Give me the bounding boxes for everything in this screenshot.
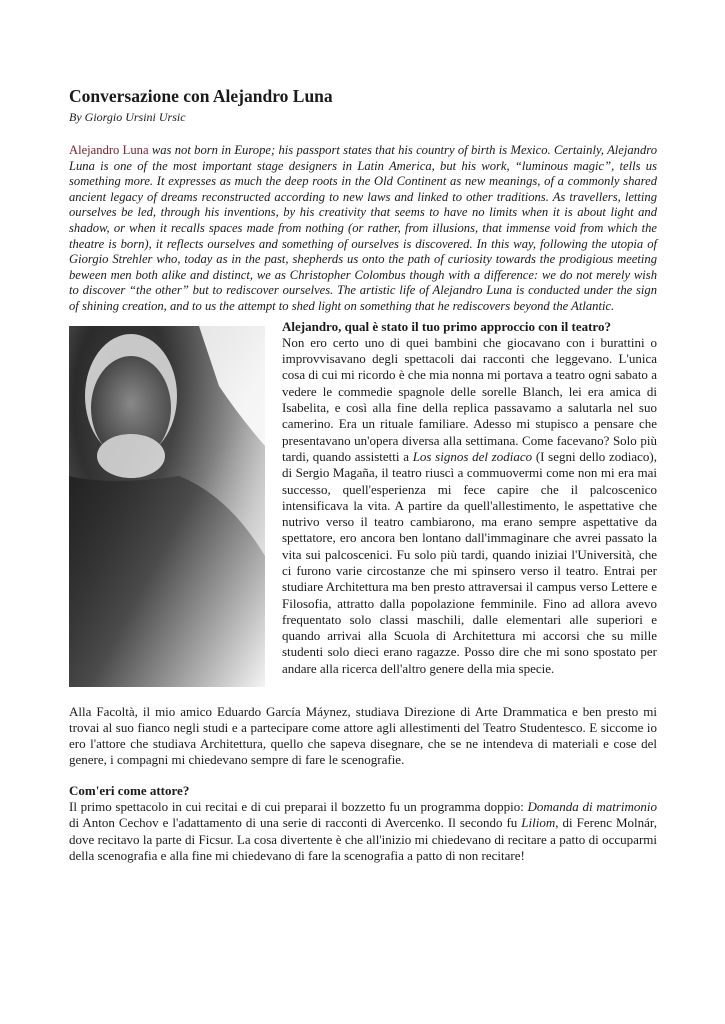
answer-2 xyxy=(69,799,657,864)
play-title-liliom: Liliom, xyxy=(521,815,559,831)
answer-1-text-b: (I segni dello zodiaco), di Sergio Magaña, il teatro riuscì a commuovermi come non mi era mai successo, quell'esperienza mi fece capire che il palcoscenico intensificava la vita. A partire da quell'allestimento, le aspettative che nutrivo verso il teatro cambiarono, ma erano sempre aspettative da spettatore, ero ancora ben lontano dall'immaginare che avrei passato la vita sui palcoscenici. Fu solo più tardi, quando iniziai l'Università, che ci furono varie circostanze che mi spinsero verso il teatro. Entrai per studiare Architettura ma ben presto attraversai il campus verso Lettere e Filosofia, attratto dalla popolazione femminile. Fino ad allora avevo frequentato solo classi maschili, dalle elementari alle superiori e quando arrivai alla Scuola di Architettura mi accorsi che su mille studenti solo dieci erano ragazze. Posso dire che mi sono spostato per andare alla ricerca dell'altro genere della mia specie. xyxy=(282,448,658,676)
intro-name: Alejandro Luna xyxy=(69,143,149,157)
intro-paragraph xyxy=(69,143,657,315)
question-2: Com'eri come attore? xyxy=(69,782,190,798)
play-title-domanda: Domanda di matrimonio xyxy=(527,799,658,815)
intro-text: was not born in Europe; his passport states that his country of birth is Mexico. Certainly, Alejandro Luna is one of the most important stage designers in Latin America, but his work, “luminous magic”, tells us something more. It expresses as much the deep roots in the Old Continent as new meanings, of a commonly shared ancient legacy of dreams reconstructed according to new laws and linked to other traditions. As travellers, letting ourselves be led, through his inventions, by his creativity that seems to have no limits when it is about light and shadow, or when it recalls spaces made from nothing (or rather, from illusions, that immense void from which the theatre is born), it reflects ourselves and something of ourselves is discovered. In this way, following the utopia of Giorgio Strehler who, today as in the past, shepherds us onto the path of curiosity towards the prodigious meeting beween men both alike and distinct, we as Christopher Colombus though with a difference: we do not merely wish to discover “the other” but to rediscover ourselves. The artistic life of Alejandro Luna is conducted under the sign of shining creation, and to us the attempt to shed light on something that he rediscovers beyond the Atlantic. xyxy=(69,143,657,313)
portrait-photo xyxy=(69,326,265,687)
portrait-figure xyxy=(69,326,265,687)
question-1: Alejandro, qual è stato il tuo primo approccio con il teatro? xyxy=(282,318,611,334)
article-title: Conversazione con Alejandro Luna xyxy=(69,86,333,106)
answer-2-text-b: di Anton Cechov e l'adattamento di una serie di racconti di Avercenko. Il secondo fu xyxy=(69,815,522,831)
article xyxy=(69,84,657,864)
byline: By Giorgio Ursini Ursic xyxy=(69,110,186,124)
interview-column xyxy=(282,319,657,687)
answer-1-text-a: Non ero certo uno di quei bambini che giocavano con i burattini o improvvisavano degli spettacoli dai racconti che leggevano. L'unica cosa di cui mi ricordo è che mia nonna mi portava a teatro ogni sabato a vedere le commedie spagnole delle sorelle Blanch, lei era amica di Isabelita, e così alla fine della replica passavamo a salutarla nel suo camerino. Era un rituale familiare. Adesso mi stupisco a pensare che presentavano un'opera diversa alla settimana. Come facevano? Solo più tardi, quando assistetti a xyxy=(282,334,657,464)
interview-section xyxy=(69,319,657,687)
paragraph-facolta: Alla Facoltà, il mio amico Eduardo García Máynez, studiava Direzione di Arte Drammatica e ben presto mi trovai al suo fianco negli studi e a partecipare come attore agli allestimenti del Teatro Studentesco. E siccome io ero l'attore che studiava Architettura, quello che sapeva disegnare, che se ne intendeva di materiali e cose del genere, i compagni mi chiedevano sempre di fare le scenografie. xyxy=(69,703,657,768)
answer-1 xyxy=(282,335,657,677)
play-title-zodiaco: Los signos del zodiaco xyxy=(412,448,533,464)
answer-2-text-c: di Ferenc Molnár, dove recitavo la parte di Ficsur. La cosa divertente è che all'inizio mi chiedevano di recitare a patto di occuparmi della scenografia e alla fine mi chiedevano di fare la scenografia a patto di non recitare! xyxy=(69,815,657,863)
answer-2-text-a: Il primo spettacolo in cui recitai e di cui preparai il bozzetto fu un programma doppio: xyxy=(69,799,528,815)
